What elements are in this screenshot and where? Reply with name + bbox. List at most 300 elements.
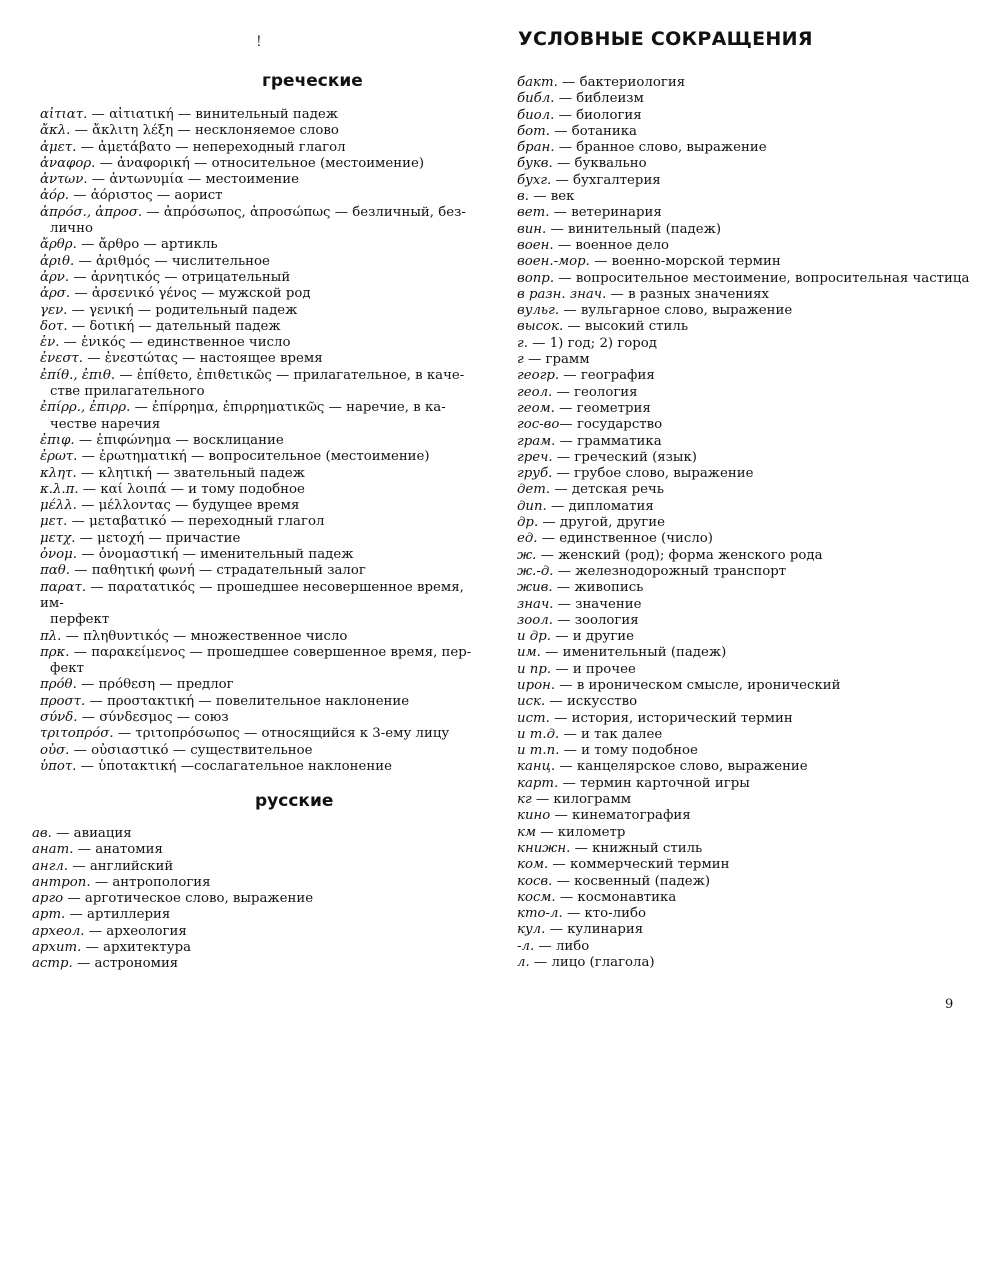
- list-item: [40, 286, 488, 302]
- definition: — кулинария: [545, 922, 644, 938]
- list-item: [517, 450, 979, 466]
- abbreviation: грам.: [517, 433, 556, 449]
- list-item: [517, 874, 979, 890]
- definition: — военное дело: [553, 237, 670, 253]
- definition: — единственное (число): [537, 531, 713, 547]
- abbreviation: ед.: [517, 531, 538, 547]
- list-item: [517, 727, 979, 743]
- definition: — век: [528, 189, 575, 205]
- list-item: [517, 564, 979, 580]
- abbreviation: и др.: [517, 629, 551, 645]
- definition: — искусство: [545, 694, 638, 710]
- definition: — арготическое слово, выражение: [63, 891, 314, 907]
- list-item: [517, 645, 979, 661]
- definition: — авиация: [51, 826, 132, 841]
- abbreviation: археол.: [32, 923, 85, 939]
- list-item: [32, 956, 480, 972]
- list-item: [32, 907, 480, 923]
- definition: — παθητική φωνή — страдательный залог: [69, 563, 366, 579]
- definition: — ἀντωνυμία — местоимение: [87, 172, 300, 188]
- abbreviation: ἄρθρ.: [40, 237, 77, 253]
- definition: — μέλλοντας — будущее время: [76, 498, 300, 514]
- list-item: [40, 726, 488, 742]
- list-item: [40, 580, 488, 629]
- abbreviation: μετχ.: [40, 530, 76, 546]
- list-item: [40, 335, 488, 351]
- abbreviation: дет.: [517, 482, 551, 498]
- abbreviation: воен.: [517, 237, 554, 253]
- definition: — ἀρνητικός — отрицательный: [69, 269, 291, 285]
- list-item: [517, 189, 979, 205]
- list-item: [517, 808, 979, 824]
- definition: — канцелярское слово, выражение: [555, 759, 808, 775]
- list-item: [517, 759, 979, 775]
- abbreviation: кто-л.: [517, 906, 563, 922]
- abbreviation: κ.λ.π.: [40, 481, 79, 497]
- definition: — астрономия: [72, 956, 179, 972]
- section-heading-greek: греческие: [262, 71, 363, 91]
- list-item: [40, 400, 488, 433]
- list-item: [517, 597, 979, 613]
- definition: — высокий стиль: [563, 319, 689, 335]
- list-item: [517, 173, 979, 189]
- definition: — ветеринария: [549, 205, 662, 221]
- definition: — и прочее: [551, 661, 636, 677]
- list-item: [517, 580, 979, 596]
- abbreviation: ἑν.: [40, 335, 60, 351]
- list-item: [517, 385, 979, 401]
- abbreviation: πρκ.: [40, 644, 70, 660]
- abbreviation: ком.: [517, 857, 549, 873]
- definition: — бухгалтерия: [551, 172, 661, 188]
- list-item: [517, 124, 979, 140]
- abbreviation: бухг.: [517, 172, 552, 188]
- abbreviation: л.: [517, 955, 530, 971]
- abbreviation: ж.-д.: [517, 563, 554, 579]
- abbreviation: гос-во: [517, 417, 560, 433]
- abbreviation: книжн.: [517, 840, 571, 856]
- abbreviation: παρατ.: [40, 579, 87, 595]
- abbreviation: ἀπρόσ., ἀπροσ.: [40, 204, 143, 220]
- list-item: [40, 514, 488, 530]
- list-item: [40, 531, 488, 547]
- list-item: [32, 891, 480, 907]
- definition: — σύνδεσμος — союз: [77, 709, 229, 725]
- abbreviation: ἀόρ.: [40, 188, 70, 204]
- list-item: [517, 205, 979, 221]
- abbreviation: г.: [517, 335, 528, 351]
- abbreviation: ὀνομ.: [40, 547, 77, 563]
- abbreviation: косм.: [517, 889, 556, 905]
- list-item: [40, 563, 488, 579]
- definition: — другой, другие: [538, 515, 665, 531]
- section-heading-russian: русские: [255, 791, 334, 811]
- list-item: [517, 694, 979, 710]
- list-item: [517, 417, 979, 433]
- abbreviation: τριτοπρόσ.: [40, 726, 114, 742]
- list-item: [517, 91, 979, 107]
- list-item: [517, 271, 979, 287]
- abbreviation: в разн. знач.: [517, 286, 607, 302]
- list-item: [517, 75, 979, 91]
- list-item: [40, 303, 488, 319]
- list-item: [40, 759, 488, 775]
- abbreviation: воен.-мор.: [517, 254, 590, 270]
- list-item: [40, 629, 488, 645]
- list-item: [517, 352, 979, 368]
- abbreviation: жив.: [517, 580, 553, 596]
- list-item: [517, 238, 979, 254]
- list-item: [517, 548, 979, 564]
- abbreviation: ἄκλ.: [40, 123, 71, 139]
- definition: — государство: [559, 417, 663, 433]
- abbreviation: кг: [517, 792, 532, 808]
- list-item: [517, 613, 979, 629]
- abbreviation: ἀμετ.: [40, 139, 77, 155]
- abbreviation: кул.: [517, 922, 546, 938]
- abbreviation: и т.п.: [517, 743, 560, 759]
- abbreviation: иск.: [517, 694, 546, 710]
- greek-abbreviation-list: [40, 107, 488, 775]
- abbreviation: км: [517, 824, 536, 840]
- definition: — δοτική — дательный падеж: [67, 318, 281, 334]
- list-item: [32, 875, 480, 891]
- list-item: [40, 140, 488, 156]
- definition: — зоология: [552, 612, 639, 628]
- abbreviation: др.: [517, 515, 539, 531]
- definition: — и так далее: [559, 726, 663, 742]
- list-item: [517, 466, 979, 482]
- definition: — ἀναφορική — относительное (местоимение): [95, 155, 425, 171]
- list-item: [40, 368, 488, 401]
- list-item: [517, 140, 979, 156]
- list-item: [517, 939, 979, 955]
- list-item: [40, 482, 488, 498]
- abbreviation: антроп.: [32, 874, 91, 890]
- abbreviation: геол.: [517, 384, 553, 400]
- page-number: 9: [945, 997, 954, 1012]
- definition: — бактериология: [557, 75, 686, 90]
- abbreviation: δοτ.: [40, 318, 68, 334]
- definition-continuation: фект: [50, 661, 84, 677]
- definition: — αἰτιατική — винительный падеж: [87, 107, 339, 122]
- list-item: [517, 287, 979, 303]
- definition: — 1) год; 2) город: [527, 335, 657, 351]
- list-item: [517, 156, 979, 172]
- definition: — μετοχή — причастие: [75, 530, 241, 546]
- list-item: [517, 792, 979, 808]
- list-item: [517, 629, 979, 645]
- abbreviation: бакт.: [517, 75, 558, 90]
- abbreviation: знач.: [517, 596, 554, 612]
- definition: — ἑνικός — единственное число: [59, 335, 291, 351]
- list-item: [517, 222, 979, 238]
- abbreviation: ἐπιφ.: [40, 432, 75, 448]
- abbreviation: ἐρωτ.: [40, 449, 78, 465]
- list-item: [517, 254, 979, 270]
- list-item: [517, 401, 979, 417]
- definition: — ὀνομαστική — именительный падеж: [76, 547, 354, 563]
- russian-abbreviation-list: [32, 826, 480, 973]
- list-item: [517, 531, 979, 547]
- list-item: [517, 776, 979, 792]
- definition: — παρατατικός — прошедшее несовершенное время, им-: [40, 579, 464, 611]
- definition-continuation: честве наречия: [50, 416, 161, 432]
- definition-continuation: стве прилагательного: [50, 384, 205, 400]
- definition: — геометрия: [554, 400, 651, 416]
- definition: — дипломатия: [546, 498, 654, 514]
- definition: — ἀριθμός — числительное: [74, 253, 270, 269]
- definition: — килограмм: [531, 792, 632, 808]
- definition: — ὑποτακτική —сослагательное наклонение: [76, 758, 392, 774]
- definition: — коммерческий термин: [548, 857, 730, 873]
- definition: — артиллерия: [65, 907, 171, 923]
- definition: — τριτοπρόσωπος — относящийся к 3-ему лицу: [113, 726, 450, 742]
- abbreviation: греч.: [517, 449, 553, 465]
- abbreviation: ἀρσ.: [40, 286, 71, 302]
- list-item: [40, 107, 488, 123]
- list-item: [517, 434, 979, 450]
- definition: — география: [559, 368, 655, 384]
- abbreviation: букв.: [517, 156, 553, 172]
- list-item: [40, 188, 488, 204]
- definition: — грамм: [523, 352, 590, 368]
- definition: — в разных значениях: [606, 286, 769, 302]
- list-item: [32, 826, 480, 842]
- list-item: [40, 433, 488, 449]
- abbreviation: анат.: [32, 842, 74, 858]
- list-item: [40, 205, 488, 238]
- definition: — грубое слово, выражение: [552, 466, 754, 482]
- definition: — железнодорожный транспорт: [553, 563, 787, 579]
- list-item: [517, 662, 979, 678]
- definition: — английский: [68, 858, 174, 874]
- abbreviation: карт.: [517, 775, 559, 791]
- definition: — и тому подобное: [559, 743, 698, 759]
- definition: — значение: [553, 596, 642, 612]
- list-item: [517, 857, 979, 873]
- list-item: [517, 825, 979, 841]
- definition: — археология: [84, 923, 187, 939]
- definition: — γενική — родительный падеж: [67, 302, 298, 318]
- definition: — ἐπίθετο, ἐπιθετικῶς — прилагательное, в каче-: [115, 367, 465, 383]
- definition: — παρακείμενος — прошедшее совершенное время, пер-: [69, 644, 472, 660]
- list-item: [517, 368, 979, 384]
- definition: — космонавтика: [555, 889, 677, 905]
- abbreviation: им.: [517, 645, 541, 661]
- abbreviation: в.: [517, 189, 529, 205]
- abbreviation: ἀρν.: [40, 269, 70, 285]
- definition: — история, исторический термин: [549, 710, 793, 726]
- list-item: [40, 645, 488, 678]
- abbreviation: биол.: [517, 107, 555, 123]
- definition: — бранное слово, выражение: [554, 140, 767, 156]
- list-item: [40, 172, 488, 188]
- list-item: [32, 842, 480, 858]
- definition-continuation: лично: [50, 221, 93, 237]
- definition: — живопись: [552, 580, 644, 596]
- list-item: [40, 254, 488, 270]
- abbreviation: груб.: [517, 466, 553, 482]
- list-item: [40, 156, 488, 172]
- russian-abbreviation-list-continued: [517, 75, 979, 971]
- abbreviation: вин.: [517, 221, 547, 237]
- list-item: [517, 922, 979, 938]
- definition: — вульгарное слово, выражение: [559, 303, 793, 319]
- list-item: [517, 678, 979, 694]
- list-item: [517, 890, 979, 906]
- abbreviation: σύνδ.: [40, 709, 78, 725]
- list-item: [40, 351, 488, 367]
- abbreviation: γεν.: [40, 302, 68, 318]
- abbreviation: ἐνεστ.: [40, 351, 84, 367]
- definition: — военно-морской термин: [589, 254, 781, 270]
- abbreviation: бран.: [517, 140, 555, 156]
- list-item: [517, 743, 979, 759]
- abbreviation: μετ.: [40, 514, 68, 530]
- abbreviation: канц.: [517, 759, 556, 775]
- list-item: [517, 906, 979, 922]
- list-item: [517, 841, 979, 857]
- abbreviation: библ.: [517, 91, 555, 107]
- definition: — косвенный (падеж): [552, 873, 711, 889]
- definition: — винительный (падеж): [546, 221, 722, 237]
- list-item: [32, 940, 480, 956]
- definition: — ἄκλιτη λέξη — несклоняемое слово: [70, 123, 339, 139]
- definition: — ἐπίρρημα, ἐπιρρηματικῶς — наречие, в ка-: [130, 400, 446, 416]
- definition: — детская речь: [550, 482, 665, 498]
- definition: — кинематография: [550, 808, 691, 824]
- list-item: [40, 710, 488, 726]
- definition: — либо: [534, 938, 590, 954]
- definition: — именительный (падеж): [540, 645, 727, 661]
- abbreviation: вопр.: [517, 270, 555, 286]
- abbreviation: προστ.: [40, 693, 86, 709]
- abbreviation: ж.: [517, 547, 537, 563]
- list-item: [517, 108, 979, 124]
- definition-continuation: перфект: [50, 612, 110, 628]
- list-item: [40, 319, 488, 335]
- list-item: [40, 547, 488, 563]
- abbreviation: вет.: [517, 205, 550, 221]
- abbreviation: астр.: [32, 956, 73, 972]
- abbreviation: ἐπίρρ., ἐπιρρ.: [40, 400, 131, 416]
- definition: — греческий (язык): [552, 449, 697, 465]
- abbreviation: бот.: [517, 123, 550, 139]
- list-item: [40, 498, 488, 514]
- list-item: [40, 237, 488, 253]
- abbreviation: дип.: [517, 498, 547, 514]
- abbreviation: παθ.: [40, 563, 70, 579]
- definition: — καί λοιπά — и тому подобное: [78, 481, 305, 497]
- page-title: УСЛОВНЫЕ СОКРАЩЕНИЯ: [518, 28, 813, 50]
- abbreviation: вульг.: [517, 303, 560, 319]
- definition: — анатомия: [73, 842, 163, 858]
- definition: — ἄρθρο — артикль: [76, 237, 218, 253]
- definition: — вопросительное местоимение, вопросительная частица: [554, 270, 970, 286]
- abbreviation: αἰτιατ.: [40, 107, 88, 122]
- list-item: [40, 743, 488, 759]
- definition: — κλητική — звательный падеж: [76, 465, 305, 481]
- list-item: [32, 859, 480, 875]
- definition: — биология: [554, 107, 642, 123]
- stray-mark: !: [256, 34, 262, 50]
- abbreviation: πρόθ.: [40, 677, 77, 693]
- abbreviation: ав.: [32, 826, 52, 841]
- list-item: [40, 694, 488, 710]
- definition: — ἀμετάβατο — непереходный глагол: [76, 139, 346, 155]
- definition: — πληθυντικός — множественное число: [61, 628, 348, 644]
- definition: — ἐρωτηματική — вопросительное (местоимение): [77, 449, 430, 465]
- abbreviation: зоол.: [517, 612, 553, 628]
- abbreviation: ἐπίθ., ἐπιθ.: [40, 367, 116, 383]
- abbreviation: πλ.: [40, 628, 62, 644]
- definition: — буквально: [552, 156, 647, 172]
- abbreviation: μέλλ.: [40, 498, 77, 514]
- abbreviation: ист.: [517, 710, 550, 726]
- abbreviation: ἀριθ.: [40, 253, 75, 269]
- abbreviation: англ.: [32, 858, 69, 874]
- abbreviation: геом.: [517, 400, 555, 416]
- definition: — термин карточной игры: [558, 775, 750, 791]
- abbreviation: арго: [32, 891, 64, 907]
- list-item: [517, 955, 979, 971]
- definition: — женский (род); форма женского рода: [536, 547, 823, 563]
- abbreviation: ирон.: [517, 677, 556, 693]
- abbreviation: οὐσ.: [40, 742, 70, 758]
- abbreviation: высок.: [517, 319, 564, 335]
- definition: — и другие: [550, 629, 635, 645]
- abbreviation: архит.: [32, 940, 82, 956]
- abbreviation: ἀντων.: [40, 172, 88, 188]
- list-item: [517, 336, 979, 352]
- definition: — в ироническом смысле, иронический: [555, 677, 841, 693]
- definition: — ἀρσενικό γένος — мужской род: [70, 286, 311, 302]
- list-item: [40, 466, 488, 482]
- list-item: [32, 924, 480, 940]
- definition: — антропология: [90, 874, 211, 890]
- definition: — ἐνεστώτας — настоящее время: [83, 351, 323, 367]
- definition: — ἐπιφώνημα — восклицание: [74, 432, 284, 448]
- definition: — ἀπρόσωπος, ἀπροσώπως — безличный, без-: [142, 204, 466, 220]
- abbreviation: и пр.: [517, 661, 552, 677]
- definition: — πρόθεση — предлог: [76, 677, 234, 693]
- list-item: [40, 270, 488, 286]
- definition: — книжный стиль: [570, 840, 703, 856]
- abbreviation: ὑποτ.: [40, 758, 77, 774]
- definition: — грамматика: [555, 433, 662, 449]
- abbreviation: и т.д.: [517, 726, 560, 742]
- definition: — библеизм: [554, 91, 644, 107]
- definition: — кто-либо: [562, 906, 646, 922]
- definition: — μεταβατικό — переходный глагол: [67, 514, 325, 530]
- abbreviation: ἀναφορ.: [40, 155, 96, 171]
- definition: — архитектура: [81, 940, 192, 956]
- list-item: [517, 711, 979, 727]
- abbreviation: κλητ.: [40, 465, 77, 481]
- list-item: [517, 515, 979, 531]
- abbreviation: г: [517, 352, 524, 368]
- list-item: [40, 677, 488, 693]
- abbreviation: косв.: [517, 873, 553, 889]
- definition: — лицо (глагола): [529, 955, 655, 971]
- definition: — ἀόριστος — аорист: [69, 188, 223, 204]
- definition: — километр: [535, 824, 626, 840]
- list-item: [40, 449, 488, 465]
- definition: — προστακτική — повелительное наклонение: [85, 693, 410, 709]
- list-item: [40, 123, 488, 139]
- list-item: [517, 482, 979, 498]
